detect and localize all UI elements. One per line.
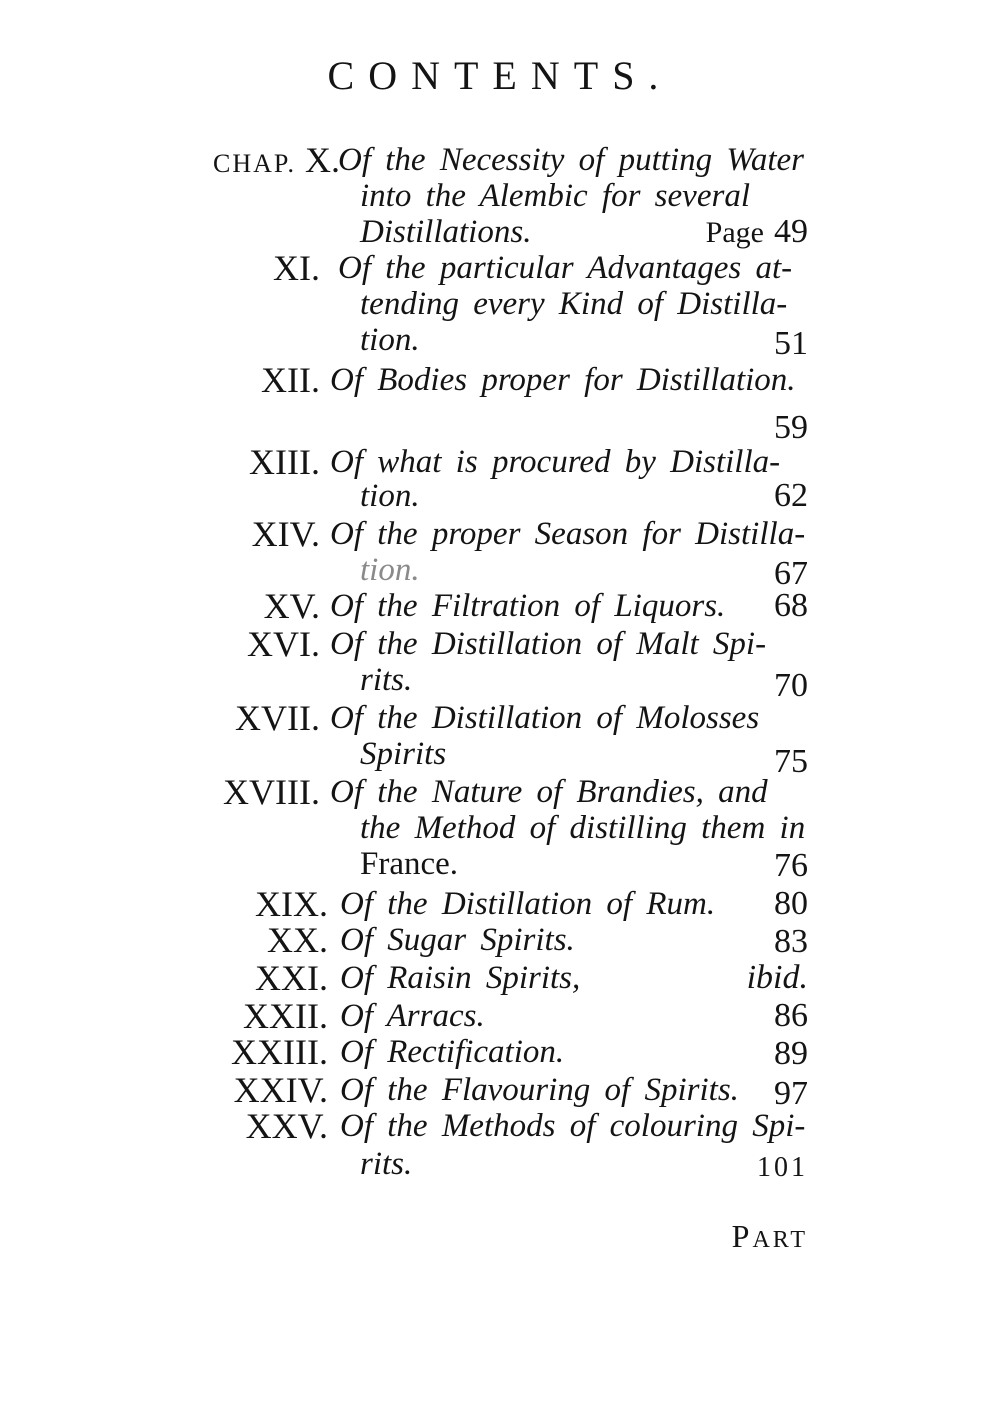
page-number: 62 — [774, 477, 808, 514]
chapter-number: XIV. — [251, 514, 320, 554]
page-number: 75 — [774, 743, 808, 780]
chapter-number: XV. — [263, 586, 320, 626]
chapter-number: XXIII. — [231, 1032, 328, 1072]
page-number: 59 — [774, 409, 808, 446]
chapter-number: XVII. — [235, 698, 320, 738]
page-number: 80 — [774, 885, 808, 922]
page-number: 68 — [774, 587, 808, 624]
entry-title-line: tion. — [360, 478, 420, 514]
page-word: Page — [705, 216, 764, 249]
page-number: 97 — [774, 1075, 808, 1112]
chapter-number: XXI. — [255, 958, 328, 998]
entry-title-line: Of Sugar Spirits. — [340, 922, 575, 958]
page-number: ibid. — [746, 959, 808, 996]
entry-title-line: Of the particular Advantages at- — [338, 250, 793, 286]
chapter-number: XIII. — [249, 442, 320, 482]
entry-title-line: Of Bodies proper for Distillation. — [330, 362, 796, 398]
entry-title-line: Of the proper Season for Distilla- — [330, 516, 806, 552]
page-number: 51 — [774, 325, 808, 362]
chapter-number: XXII. — [243, 996, 328, 1036]
entry-title-line: Of the Flavouring of Spirits. — [340, 1072, 739, 1108]
chapter-number: XII. — [261, 360, 320, 400]
entry-title-line: Of Rectification. — [340, 1034, 565, 1070]
catchword: PART — [731, 1218, 808, 1254]
entry-title-line: Distillations. — [360, 214, 532, 250]
page-number: Page 49 — [705, 213, 808, 250]
page-title: CONTENTS. — [327, 53, 673, 98]
entry-title-line: the Method of distilling them in — [360, 810, 806, 846]
entry-title-line: tion. — [360, 322, 420, 358]
entry-title-line: Of the Distillation of Rum. — [340, 886, 716, 922]
page-number: 101 — [757, 1152, 808, 1183]
chapter-number: XXV. — [245, 1106, 328, 1146]
entry-title-line: tion. — [360, 552, 420, 588]
chapter-number: XIX. — [255, 884, 328, 924]
entry-title-line: Of the Necessity of putting Water — [338, 142, 804, 178]
entry-title-line: Of the Nature of Brandies, and — [330, 774, 768, 810]
chapter-number: XX. — [267, 920, 328, 960]
chapter-number: XXIV. — [233, 1070, 328, 1110]
page-number: 83 — [774, 923, 808, 960]
entry-title-line: rits. — [360, 662, 413, 698]
entry-title-line: Of the Methods of colouring Spi- — [340, 1108, 806, 1144]
entry-title-line: Of the Distillation of Malt Spi- — [330, 626, 767, 662]
chapter-number: XVIII. — [223, 772, 320, 812]
entry-title-line: Of Arracs. — [340, 998, 485, 1034]
page-number: 76 — [774, 847, 808, 884]
entry-title-line: Spirits — [360, 736, 447, 772]
entry-title-line: Of the Distillation of Molosses — [330, 700, 760, 736]
page-number: 70 — [774, 667, 808, 704]
page-number: 89 — [774, 1035, 808, 1072]
chapter-number: X. — [305, 140, 340, 180]
chapter-number: XI. — [273, 248, 320, 288]
entry-title-line: Of what is procured by Distilla- — [330, 444, 781, 480]
entry-title-line: tending every Kind of Distilla- — [360, 286, 788, 322]
page-number: 67 — [774, 555, 808, 592]
chapter-number: XVI. — [247, 624, 320, 664]
entry-title-line: into the Alembic for several — [360, 178, 750, 214]
entry-title-line: rits. — [360, 1146, 413, 1182]
page-number: 86 — [774, 997, 808, 1034]
entry-title-line: Of Raisin Spirits, — [340, 960, 581, 996]
entry-title-line: France. — [360, 846, 459, 882]
chap-label: CHAP. — [213, 149, 296, 178]
entry-title-line: Of the Filtration of Liquors. — [330, 588, 726, 624]
